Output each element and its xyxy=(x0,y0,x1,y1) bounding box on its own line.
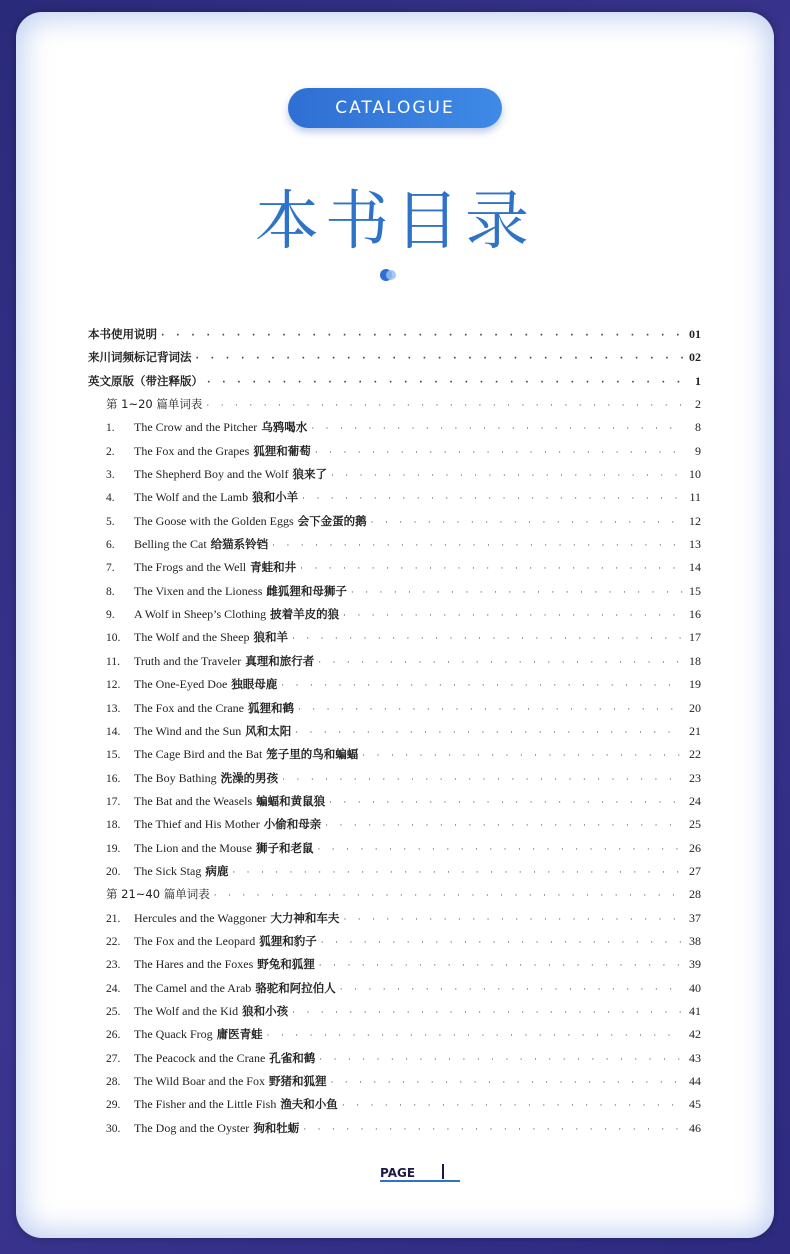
entry-number: 24. xyxy=(106,982,121,995)
footer-bar xyxy=(442,1164,444,1179)
entry-title-en: The Sick Stag xyxy=(134,863,202,878)
entry-title-en: Belling the Cat xyxy=(134,537,207,552)
dot-leader xyxy=(371,518,683,528)
entry-page-number: 37 xyxy=(689,910,701,925)
dot-leader xyxy=(343,611,683,621)
toc-entry xyxy=(88,980,701,1003)
entry-title-zh: 狼和小羊 xyxy=(252,490,299,505)
table-of-contents xyxy=(88,326,701,1143)
entry-page-number: 16 xyxy=(689,607,701,622)
entry-title-en: The Boy Bathing xyxy=(134,770,217,785)
entry-number: 22. xyxy=(106,935,121,948)
entry-number: 30. xyxy=(106,1122,121,1135)
entry-title-zh: 庸医青蛙 xyxy=(216,1027,263,1042)
entry-title-zh: 狼和羊 xyxy=(253,630,288,645)
entry-label: 英文原版（带注释版） xyxy=(88,373,203,388)
entry-number: 10. xyxy=(106,632,121,645)
decorative-dots xyxy=(380,269,404,281)
toc-entry xyxy=(88,1096,701,1119)
entry-number: 3. xyxy=(106,469,115,482)
entry-title-zh: 狐狸和豹子 xyxy=(259,933,317,948)
dot-leader xyxy=(318,658,683,668)
toc-heading xyxy=(88,373,701,396)
entry-page-number: 10 xyxy=(689,467,701,482)
entry-title-zh: 狐狸和葡萄 xyxy=(253,443,311,458)
entry-page-number: 8 xyxy=(695,420,701,435)
entry-page-number: 17 xyxy=(689,630,701,645)
entry-page-number: 23 xyxy=(689,770,701,785)
dot-leader xyxy=(319,961,683,971)
entry-page-number: 45 xyxy=(689,1097,701,1112)
entry-number: 18. xyxy=(106,819,121,832)
toc-section xyxy=(88,396,701,419)
entry-title-en: The Wind and the Sun xyxy=(134,723,242,738)
toc-heading xyxy=(88,349,701,372)
entry-page-number: 18 xyxy=(689,653,701,668)
entry-title-zh: 披着羊皮的狼 xyxy=(270,607,340,622)
toc-entry xyxy=(88,770,701,793)
entry-page-number: 01 xyxy=(689,327,701,341)
entry-title-en: The Crow and the Pitcher xyxy=(134,420,258,435)
entry-title-en: The Thief and His Mother xyxy=(134,817,260,832)
entry-title-en: The Cage Bird and the Bat xyxy=(134,747,263,762)
entry-title-en: The Fox and the Leopard xyxy=(134,933,256,948)
toc-section xyxy=(88,886,701,909)
dot-leader xyxy=(325,821,683,831)
entry-title-en: The Fisher and the Little Fish xyxy=(134,1097,277,1112)
entry-title-zh: 狼和小孩 xyxy=(242,1003,289,1018)
entry-page-number: 28 xyxy=(689,887,701,902)
entry-title-en: The Shepherd Boy and the Wolf xyxy=(134,467,289,482)
entry-number: 8. xyxy=(106,585,115,598)
entry-page-number: 14 xyxy=(689,560,701,575)
entry-page-number: 15 xyxy=(689,583,701,598)
entry-label: 来川词频标记背词法 xyxy=(88,350,192,365)
toc-entry xyxy=(88,513,701,536)
entry-page-number: 44 xyxy=(689,1074,701,1088)
entry-number: 4. xyxy=(106,492,115,505)
entry-page-number: 2 xyxy=(695,397,701,412)
entry-page-number: 1 xyxy=(695,373,701,388)
entry-number: 12. xyxy=(106,679,121,692)
dot-leader xyxy=(295,728,683,738)
entry-title-zh: 骆驼和阿拉伯人 xyxy=(255,980,336,995)
entry-title-zh: 狮子和老鼠 xyxy=(255,840,314,855)
entry-page-number: 12 xyxy=(689,513,701,528)
dot-leader xyxy=(351,588,683,598)
entry-title-en: The Wolf and the Sheep xyxy=(134,630,250,645)
entry-number: 19. xyxy=(106,842,121,855)
dot-leader xyxy=(300,564,683,574)
dot-leader xyxy=(321,938,683,948)
entry-title-en: The Vixen and the Lioness xyxy=(134,583,263,598)
toc-entry xyxy=(88,653,701,676)
entry-title-zh: 给猫系铃铛 xyxy=(210,537,269,552)
footer-underline xyxy=(380,1180,460,1182)
entry-title-en: Truth and the Traveler xyxy=(134,653,242,668)
dot-light xyxy=(386,270,396,280)
entry-title-zh: 狼来了 xyxy=(292,467,327,482)
dot-leader xyxy=(207,378,683,388)
entry-page-number: 22 xyxy=(689,747,701,762)
entry-title-en: The Camel and the Arab xyxy=(134,980,252,995)
entry-label: 第 21~40 篇单词表 xyxy=(106,887,210,902)
dot-leader xyxy=(272,541,683,551)
dot-leader xyxy=(340,985,683,995)
entry-number: 17. xyxy=(106,795,121,808)
entry-title-zh: 洗澡的男孩 xyxy=(220,770,279,785)
entry-label: 第 1~20 篇单词表 xyxy=(106,397,203,412)
toc-entry xyxy=(88,676,701,699)
entry-title-en: The Fox and the Crane xyxy=(134,700,244,715)
entry-title-zh: 野猪和狐狸 xyxy=(268,1074,327,1088)
entry-page-number: 02 xyxy=(689,350,701,365)
entry-page-number: 38 xyxy=(689,933,701,948)
entry-title-en: A Wolf in Sheep’s Clothing xyxy=(134,607,267,622)
toc-entry xyxy=(88,746,701,769)
entry-title-en: The Fox and the Grapes xyxy=(134,443,250,458)
entry-title-zh: 真理和旅行者 xyxy=(245,653,315,668)
dot-leader xyxy=(342,1101,683,1111)
dot-leader xyxy=(319,1055,683,1065)
entry-title-en: The Hares and the Foxes xyxy=(134,957,254,972)
entry-title-zh: 会下金蛋的鹅 xyxy=(297,513,367,528)
entry-number: 5. xyxy=(106,515,115,528)
entry-title-zh: 乌鸦喝水 xyxy=(261,420,308,435)
entry-title-zh: 大力神和车夫 xyxy=(270,910,340,925)
entry-page-number: 13 xyxy=(689,537,701,552)
dot-leader xyxy=(343,915,683,925)
entry-page-number: 19 xyxy=(689,677,701,692)
toc-entry xyxy=(88,606,701,629)
entry-number: 23. xyxy=(106,959,121,972)
entry-title-en: The Goose with the Golden Eggs xyxy=(134,513,294,528)
toc-entry xyxy=(88,629,701,652)
toc-entry xyxy=(88,863,701,886)
entry-title-en: The Lion and the Mouse xyxy=(134,840,252,855)
entry-page-number: 43 xyxy=(689,1050,701,1065)
entry-page-number: 26 xyxy=(689,840,701,855)
entry-title-zh: 笼子里的鸟和蝙蝠 xyxy=(266,747,359,762)
toc-entry xyxy=(88,910,701,933)
entry-title-en: The Wolf and the Kid xyxy=(134,1003,239,1018)
entry-title-en: The One-Eyed Doe xyxy=(134,677,228,692)
entry-page-number: 40 xyxy=(689,980,701,995)
toc-entry xyxy=(88,466,701,489)
entry-title-zh: 狐狸和鹤 xyxy=(247,700,294,715)
entry-number: 25. xyxy=(106,1005,121,1018)
entry-number: 27. xyxy=(106,1052,121,1065)
entry-title-zh: 青蛙和井 xyxy=(250,560,297,575)
toc-entry xyxy=(88,1073,701,1096)
entry-number: 16. xyxy=(106,772,121,785)
page-label: PAGE xyxy=(380,1166,416,1180)
entry-page-number: 41 xyxy=(689,1003,701,1018)
toc-entry xyxy=(88,1120,701,1143)
entry-number: 7. xyxy=(106,562,115,575)
entry-number: 14. xyxy=(106,725,121,738)
entry-title-en: The Peacock and the Crane xyxy=(134,1050,266,1065)
dot-leader xyxy=(317,845,683,855)
entry-title-en: Hercules and the Waggoner xyxy=(134,910,267,925)
entry-number: 9. xyxy=(106,609,115,622)
toc-entry xyxy=(88,443,701,466)
dot-leader xyxy=(298,705,683,715)
entry-page-number: 46 xyxy=(689,1120,701,1135)
toc-entry xyxy=(88,489,701,512)
toc-entry xyxy=(88,1003,701,1026)
entry-title-en: The Frogs and the Well xyxy=(134,560,247,575)
dot-leader xyxy=(330,1078,683,1088)
dot-leader xyxy=(282,775,683,785)
dot-leader xyxy=(303,1125,683,1135)
dot-leader xyxy=(292,1008,683,1018)
dot-leader xyxy=(362,751,683,761)
toc-entry xyxy=(88,933,701,956)
entry-title-en: The Dog and the Oyster xyxy=(134,1120,250,1135)
entry-title-zh: 蝙蝠和黄鼠狼 xyxy=(256,793,326,808)
entry-label: 本书使用说明 xyxy=(88,327,157,341)
entry-number: 13. xyxy=(106,702,121,715)
toc-entry xyxy=(88,419,701,442)
dot-leader xyxy=(206,401,683,411)
toc-entry xyxy=(88,840,701,863)
entry-page-number: 20 xyxy=(689,700,701,715)
dot-leader xyxy=(315,448,683,458)
dot-leader xyxy=(161,331,683,341)
dot-leader xyxy=(302,494,683,504)
entry-page-number: 11 xyxy=(689,490,701,505)
entry-title-en: The Wild Boar and the Fox xyxy=(134,1074,265,1088)
dot-leader xyxy=(196,354,684,364)
entry-number: 15. xyxy=(106,749,121,762)
page-title: 本书目录 xyxy=(255,185,535,259)
toc-entry xyxy=(88,1050,701,1073)
dot-leader xyxy=(281,681,683,691)
entry-page-number: 42 xyxy=(689,1027,701,1042)
dot-leader xyxy=(311,424,683,434)
dot-leader xyxy=(232,868,683,878)
toc-heading xyxy=(88,326,701,349)
entry-title-zh: 野兔和狐狸 xyxy=(257,957,315,972)
toc-entry xyxy=(88,816,701,839)
entry-number: 2. xyxy=(106,445,115,458)
dot-leader xyxy=(267,1031,683,1041)
catalogue-badge: CATALOGUE xyxy=(288,88,502,128)
entry-page-number: 21 xyxy=(689,723,701,738)
entry-number: 11. xyxy=(106,655,120,668)
entry-number: 6. xyxy=(106,539,115,552)
dot-leader xyxy=(331,471,683,481)
toc-entry xyxy=(88,723,701,746)
entry-title-zh: 独眼母鹿 xyxy=(231,677,278,692)
dot-leader xyxy=(214,891,683,901)
catalogue-card xyxy=(16,12,774,1238)
entry-title-zh: 渔夫和小鱼 xyxy=(280,1097,338,1112)
entry-title-en: The Wolf and the Lamb xyxy=(134,490,249,505)
dot-leader xyxy=(292,634,683,644)
entry-title-zh: 孔雀和鹤 xyxy=(269,1050,316,1065)
entry-page-number: 24 xyxy=(689,793,701,808)
entry-title-zh: 风和太阳 xyxy=(245,723,292,738)
entry-title-en: The Quack Frog xyxy=(134,1027,213,1042)
entry-number: 20. xyxy=(106,865,121,878)
entry-title-zh: 狗和牡蛎 xyxy=(253,1120,300,1135)
entry-title-zh: 小偷和母亲 xyxy=(263,817,322,832)
entry-title-zh: 雌狐狸和母狮子 xyxy=(266,583,347,598)
entry-page-number: 9 xyxy=(695,443,701,458)
entry-number: 21. xyxy=(106,912,121,925)
toc-entry xyxy=(88,793,701,816)
entry-title-zh: 病鹿 xyxy=(205,863,229,878)
toc-entry xyxy=(88,583,701,606)
toc-entry xyxy=(88,559,701,582)
toc-entry xyxy=(88,536,701,559)
toc-entry xyxy=(88,1026,701,1049)
entry-number: 29. xyxy=(106,1099,121,1112)
entry-page-number: 39 xyxy=(689,957,701,972)
dot-leader xyxy=(329,798,683,808)
toc-entry xyxy=(88,956,701,979)
entry-page-number: 27 xyxy=(689,863,701,878)
toc-entry xyxy=(88,700,701,723)
entry-number: 26. xyxy=(106,1029,121,1042)
entry-page-number: 25 xyxy=(689,817,701,832)
entry-number: 28. xyxy=(106,1076,121,1088)
entry-title-en: The Bat and the Weasels xyxy=(134,793,253,808)
entry-number: 1. xyxy=(106,422,115,435)
